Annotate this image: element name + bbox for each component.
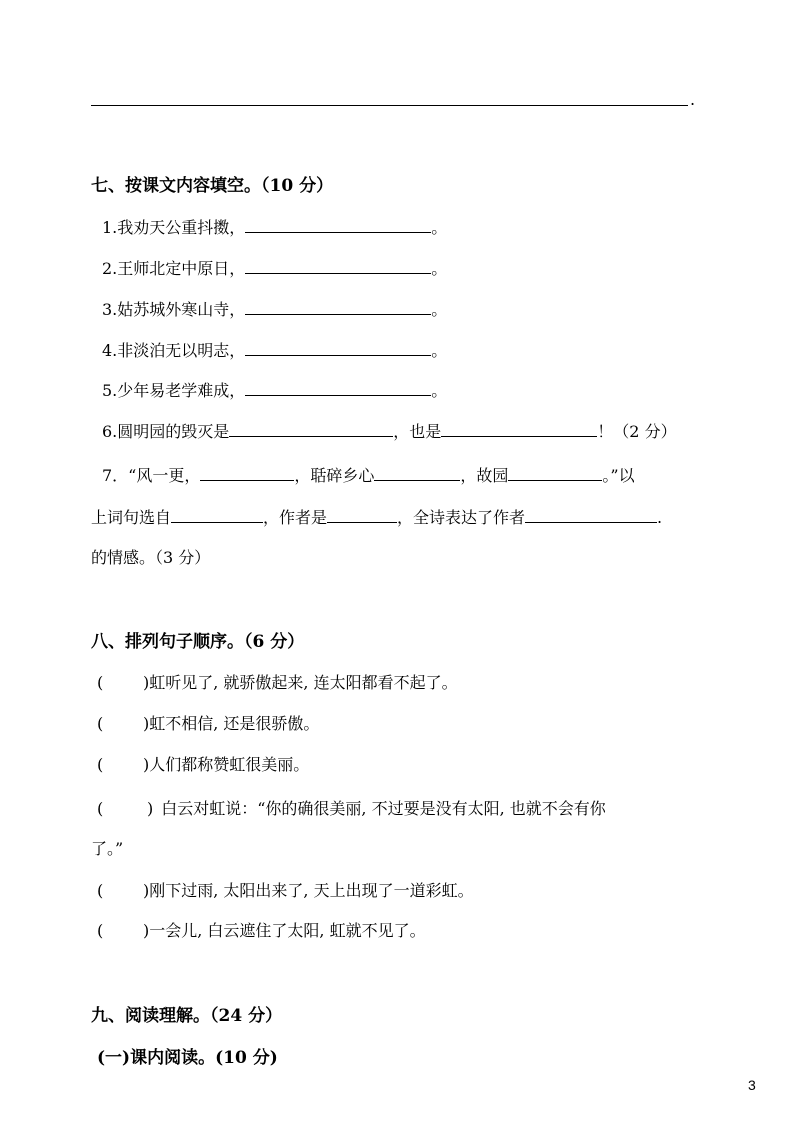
fill-blank[interactable] [245,381,431,396]
fill-blank[interactable] [200,466,294,481]
section-8-heading: 八、排列句子顺序。（6 分） [91,632,305,652]
order-paren-open[interactable]: ( [97,921,104,940]
question-7-5: 5.少年易老学难成， 。 [102,381,448,400]
order-item-2: ( )虹不相信, 还是很骄傲。 [97,714,320,733]
order-paren-open[interactable]: ( [97,673,104,692]
question-7-4: 4.非淡泊无以明志， 。 [102,341,448,360]
question-7-7-line2: 上词句选自 ，作者是 ，全诗表达了作者 . [91,508,663,527]
fill-blank[interactable] [374,466,460,481]
fill-blank[interactable] [508,466,602,481]
order-paren-open[interactable]: ( [97,799,104,818]
order-item-3: ( )人们都称赞虹很美丽。 [97,755,310,774]
order-paren-open[interactable]: ( [97,755,104,774]
order-paren-open[interactable]: ( [97,881,104,900]
fill-blank[interactable] [229,422,393,437]
fill-blank[interactable] [525,508,657,523]
order-item-4-cont: 了。” [91,839,124,858]
order-item-1: ( )虹听见了, 就骄傲起来, 连太阳都看不起了。 [97,673,458,692]
section-9-subheading: (一)课内阅读。(10 分) [97,1048,278,1068]
fill-blank[interactable] [245,218,431,233]
fill-blank[interactable] [245,300,431,315]
question-7-3: 3.姑苏城外寒山寺， 。 [102,300,448,319]
question-7-7-line1: 7．“风一更， ，聒碎乡心 ，故园 。”以 [102,466,635,485]
question-7-1: 1.我劝天公重抖擞， 。 [102,218,448,237]
order-paren-open[interactable]: ( [97,714,104,733]
fill-blank[interactable] [171,508,263,523]
fill-blank[interactable] [441,422,597,437]
fill-blank[interactable] [327,508,397,523]
order-item-5: ( )刚下过雨, 太阳出来了, 天上出现了一道彩虹。 [97,881,474,900]
order-item-4: ( ) 白云对虹说：“你的确很美丽, 不过要是没有太阳, 也就不会有你 [97,799,606,818]
answer-line-end: . [690,90,696,109]
question-7-7-line3: 的情感。（3 分） [91,548,211,567]
fill-blank[interactable] [245,341,431,356]
order-item-6: ( )一会儿, 白云遮住了太阳, 虹就不见了。 [97,921,426,940]
question-7-2: 2.王师北定中原日， 。 [102,259,448,278]
section-7-heading: 七、按课文内容填空。（10 分） [91,176,334,196]
question-7-6: 6.圆明园的毁灭是 ，也是 ！（2 分） [102,422,677,441]
page-number: 3 [748,1077,756,1093]
answer-line [91,105,688,106]
section-9-heading: 九、阅读理解。（24 分） [91,1006,283,1026]
fill-blank[interactable] [245,259,431,274]
